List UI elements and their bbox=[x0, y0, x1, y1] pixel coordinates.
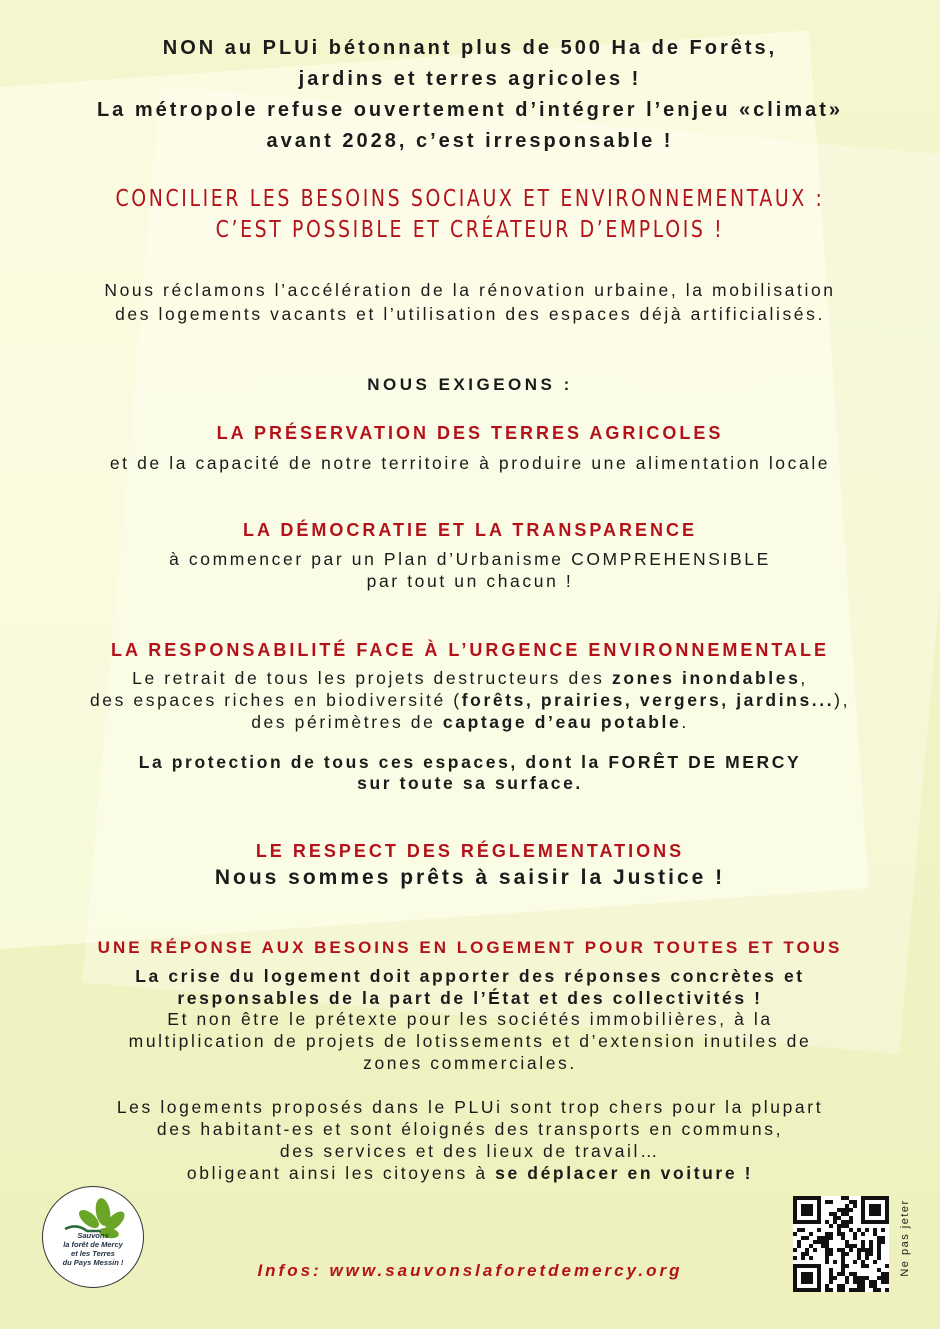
s5-bold-line-2: responsables de la part de l’État et des collectivités ! bbox=[177, 988, 763, 1008]
s3-l2b: forêts, prairies, vergers, jardins... bbox=[461, 690, 835, 710]
headline bbox=[85, 184, 856, 246]
section-3-line-1 bbox=[0, 667, 940, 689]
section-3-text bbox=[0, 667, 940, 733]
qr-code-graphic bbox=[793, 1196, 889, 1292]
infos-website[interactable]: Infos: www.sauvonslaforetdemercy.org bbox=[257, 1261, 683, 1280]
s5-line-3: zones commerciales. bbox=[363, 1053, 577, 1073]
s5-q4a: obligeant ainsi les citoyens à bbox=[186, 1163, 496, 1183]
s3-l3c: . bbox=[681, 712, 689, 732]
section-3-line-3 bbox=[0, 711, 940, 733]
demand-line-1: Nous réclamons l’accélération de la rénovation urbaine, la mobilisation bbox=[104, 280, 836, 300]
headline-line-1: CONCILIER LES BESOINS SOCIAUX ET ENVIRONNEMENTAUX : bbox=[115, 186, 825, 212]
intro-line-1: NON au PLUi bétonnant plus de 500 Ha de Forêts, bbox=[162, 37, 778, 59]
intro-line-3: La métropole refuse ouvertement d’intégrer l’enjeu «climat» bbox=[96, 99, 844, 121]
intro-text bbox=[0, 33, 940, 157]
side-note: Ne pas jeter bbox=[899, 1199, 911, 1277]
section-5-title: UNE RÉPONSE AUX BESOINS EN LOGEMENT POUR TOUTES ET TOUS bbox=[97, 938, 843, 957]
s5-line-1: Et non être le prétexte pour les sociétés immobilières, à la bbox=[167, 1009, 773, 1029]
section-3-protection bbox=[0, 752, 940, 794]
logo-line-4: du Pays Messin ! bbox=[62, 1258, 124, 1267]
qr-code-icon[interactable] bbox=[793, 1196, 889, 1292]
section-1-title: LA PRÉSERVATION DES TERRES AGRICOLES bbox=[216, 423, 724, 443]
s3-l2c: ), bbox=[834, 690, 851, 710]
section-2-line-2: par tout un chacun ! bbox=[366, 571, 574, 591]
section-5-housing bbox=[0, 1096, 940, 1184]
protection-line-2: sur toute sa surface. bbox=[357, 773, 583, 793]
s5-bold-line-1: La crise du logement doit apporter des réponses concrètes et bbox=[135, 966, 805, 986]
section-4-text: Nous sommes prêts à saisir la Justice ! bbox=[214, 866, 726, 889]
section-3-title: LA RESPONSABILITÉ FACE À L’URGENCE ENVIRONNEMENTALE bbox=[110, 640, 830, 660]
s3-l1b: zones inondables bbox=[611, 668, 801, 688]
headline-line-2: C’EST POSSIBLE ET CRÉATEUR D’EMPLOIS ! bbox=[215, 217, 725, 243]
demand-line-2: des logements vacants et l’utilisation des espaces déjà artificialisés. bbox=[115, 304, 825, 324]
s5-q-line-2: des habitant-es et sont éloignés des transports en communs, bbox=[156, 1119, 784, 1139]
exigeons-heading: NOUS EXIGEONS : bbox=[367, 375, 573, 394]
section-2-title: LA DÉMOCRATIE ET LA TRANSPARENCE bbox=[243, 520, 697, 540]
intro-line-4: avant 2028, c’est irresponsable ! bbox=[266, 130, 674, 152]
s3-l3a: des périmètres de bbox=[251, 712, 443, 732]
logo-line-1: Sauvons bbox=[77, 1231, 109, 1240]
s5-line-2: multiplication de projets de lotissements et d’extension inutiles de bbox=[128, 1031, 812, 1051]
section-4-title: LE RESPECT DES RÉGLEMENTATIONS bbox=[255, 841, 685, 861]
section-2-text bbox=[0, 548, 940, 592]
intro-line-2: jardins et terres agricoles ! bbox=[298, 68, 642, 90]
protection-line-1: La protection de tous ces espaces, dont la FORÊT DE MERCY bbox=[138, 752, 802, 772]
s3-l2a: des espaces riches en biodiversité ( bbox=[89, 690, 462, 710]
section-2-line-1: à commencer par un Plan d’Urbanisme COMPREHENSIBLE bbox=[169, 549, 771, 569]
s5-q-line-4 bbox=[0, 1162, 940, 1184]
s3-l1a: Le retrait de tous les projets destructeurs des bbox=[132, 668, 612, 688]
s5-q-line-3: des services et des lieux de travail… bbox=[279, 1141, 661, 1161]
section-1-text: et de la capacité de notre territoire à produire une alimentation locale bbox=[109, 453, 831, 473]
logo-line-3: et les Terres bbox=[71, 1249, 115, 1258]
section-5-text bbox=[0, 1008, 940, 1074]
s3-l3b: captage d’eau potable bbox=[442, 712, 682, 732]
s5-q-line-1: Les logements proposés dans le PLUi sont trop chers pour la plupart bbox=[116, 1097, 824, 1117]
s3-l1c: , bbox=[800, 668, 808, 688]
section-5-bold bbox=[0, 965, 940, 1009]
demand-text bbox=[0, 278, 940, 326]
section-3-line-2 bbox=[0, 689, 940, 711]
logo-line-2: la forêt de Mercy bbox=[63, 1240, 123, 1249]
s5-q4b: se déplacer en voiture ! bbox=[495, 1163, 754, 1183]
